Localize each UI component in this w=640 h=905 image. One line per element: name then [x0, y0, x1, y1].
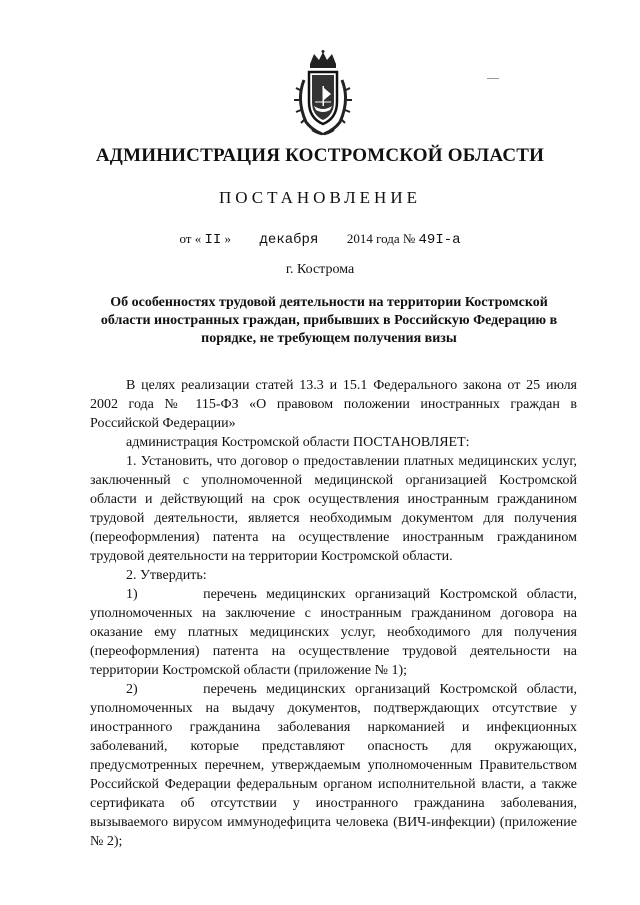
date-from: от « [179, 231, 202, 246]
decree-line: администрация Костромской области ПОСТАНОВЛЯЕТ: [126, 435, 470, 450]
date-day: II [204, 232, 222, 248]
item-2: 2. Утвердить: [126, 568, 207, 583]
city: г. Кострома [285, 262, 355, 277]
preamble: В целях реализации статей 13.3 и 15.1 Федерального закона от 25 июля 2002 года № 115-ФЗ «О правовом положении иностранных граждан в Российской Федерации» [90, 378, 577, 431]
document-number: 49I-а [418, 232, 461, 248]
document-body [90, 376, 577, 851]
document-subject: Об особенностях трудовой деятельности на территории Костромской области иностранных граждан, прибывших в Российскую Федерацию в порядке, не требующем получения визы [100, 295, 558, 346]
date-line [0, 231, 640, 248]
sub-item-1-number: 1) [126, 587, 138, 602]
sub-item-1-text: перечень медицинских организаций Костромской области, уполномоченных на заключение с иностранным гражданином договора на оказание ему платных медицинских услуг, необходимого для получения (переоформления) патента на осуществление трудовой деятельности на территории Костромской области (приложение № 1); [90, 587, 577, 678]
date-month: декабря [259, 232, 319, 248]
number-sign: № [402, 231, 416, 246]
sub-item-1 [90, 585, 577, 680]
date-quote-close: » [224, 231, 232, 246]
sub-item-2-number: 2) [126, 682, 138, 697]
sub-item-2-text: перечень медицинских организаций Костромской области, уполномоченных на выдачу документов, подтверждающих отсутствие у иностранного гражданина заболевания наркоманией и инфекционных заболеваний, которые представляют опасность для окружающих, предусмотренных перечнем, утверждаемым уполномоченным Правительством Российской Федерации федеральным органом исполнительной власти, а также сертификата об отсутствии у иностранного гражданина заболевания, вызываемого вирусом иммунодефицита человека (ВИЧ-инфекции) (приложение № 2); [90, 682, 577, 849]
kostroma-coat-of-arms-icon [292, 50, 354, 138]
scan-mark [487, 78, 499, 79]
document-type: ПОСТАНОВЛЕНИЕ [218, 188, 421, 207]
item-1: 1. Установить, что договор о предоставлении платных медицинских услуг, заключенный с уполномоченной медицинской организацией Костромской области и действующий на срок осуществления иностранным гражданином трудовой деятельности, является необходимым документом для получения (переоформления) патента на осуществление иностранным гражданином трудовой деятельности на территории Костромской области. [90, 454, 577, 564]
sub-item-2 [90, 680, 577, 851]
date-year: 2014 года [346, 231, 400, 246]
organization-title: АДМИНИСТРАЦИЯ КОСТРОМСКОЙ ОБЛАСТИ [95, 145, 545, 166]
